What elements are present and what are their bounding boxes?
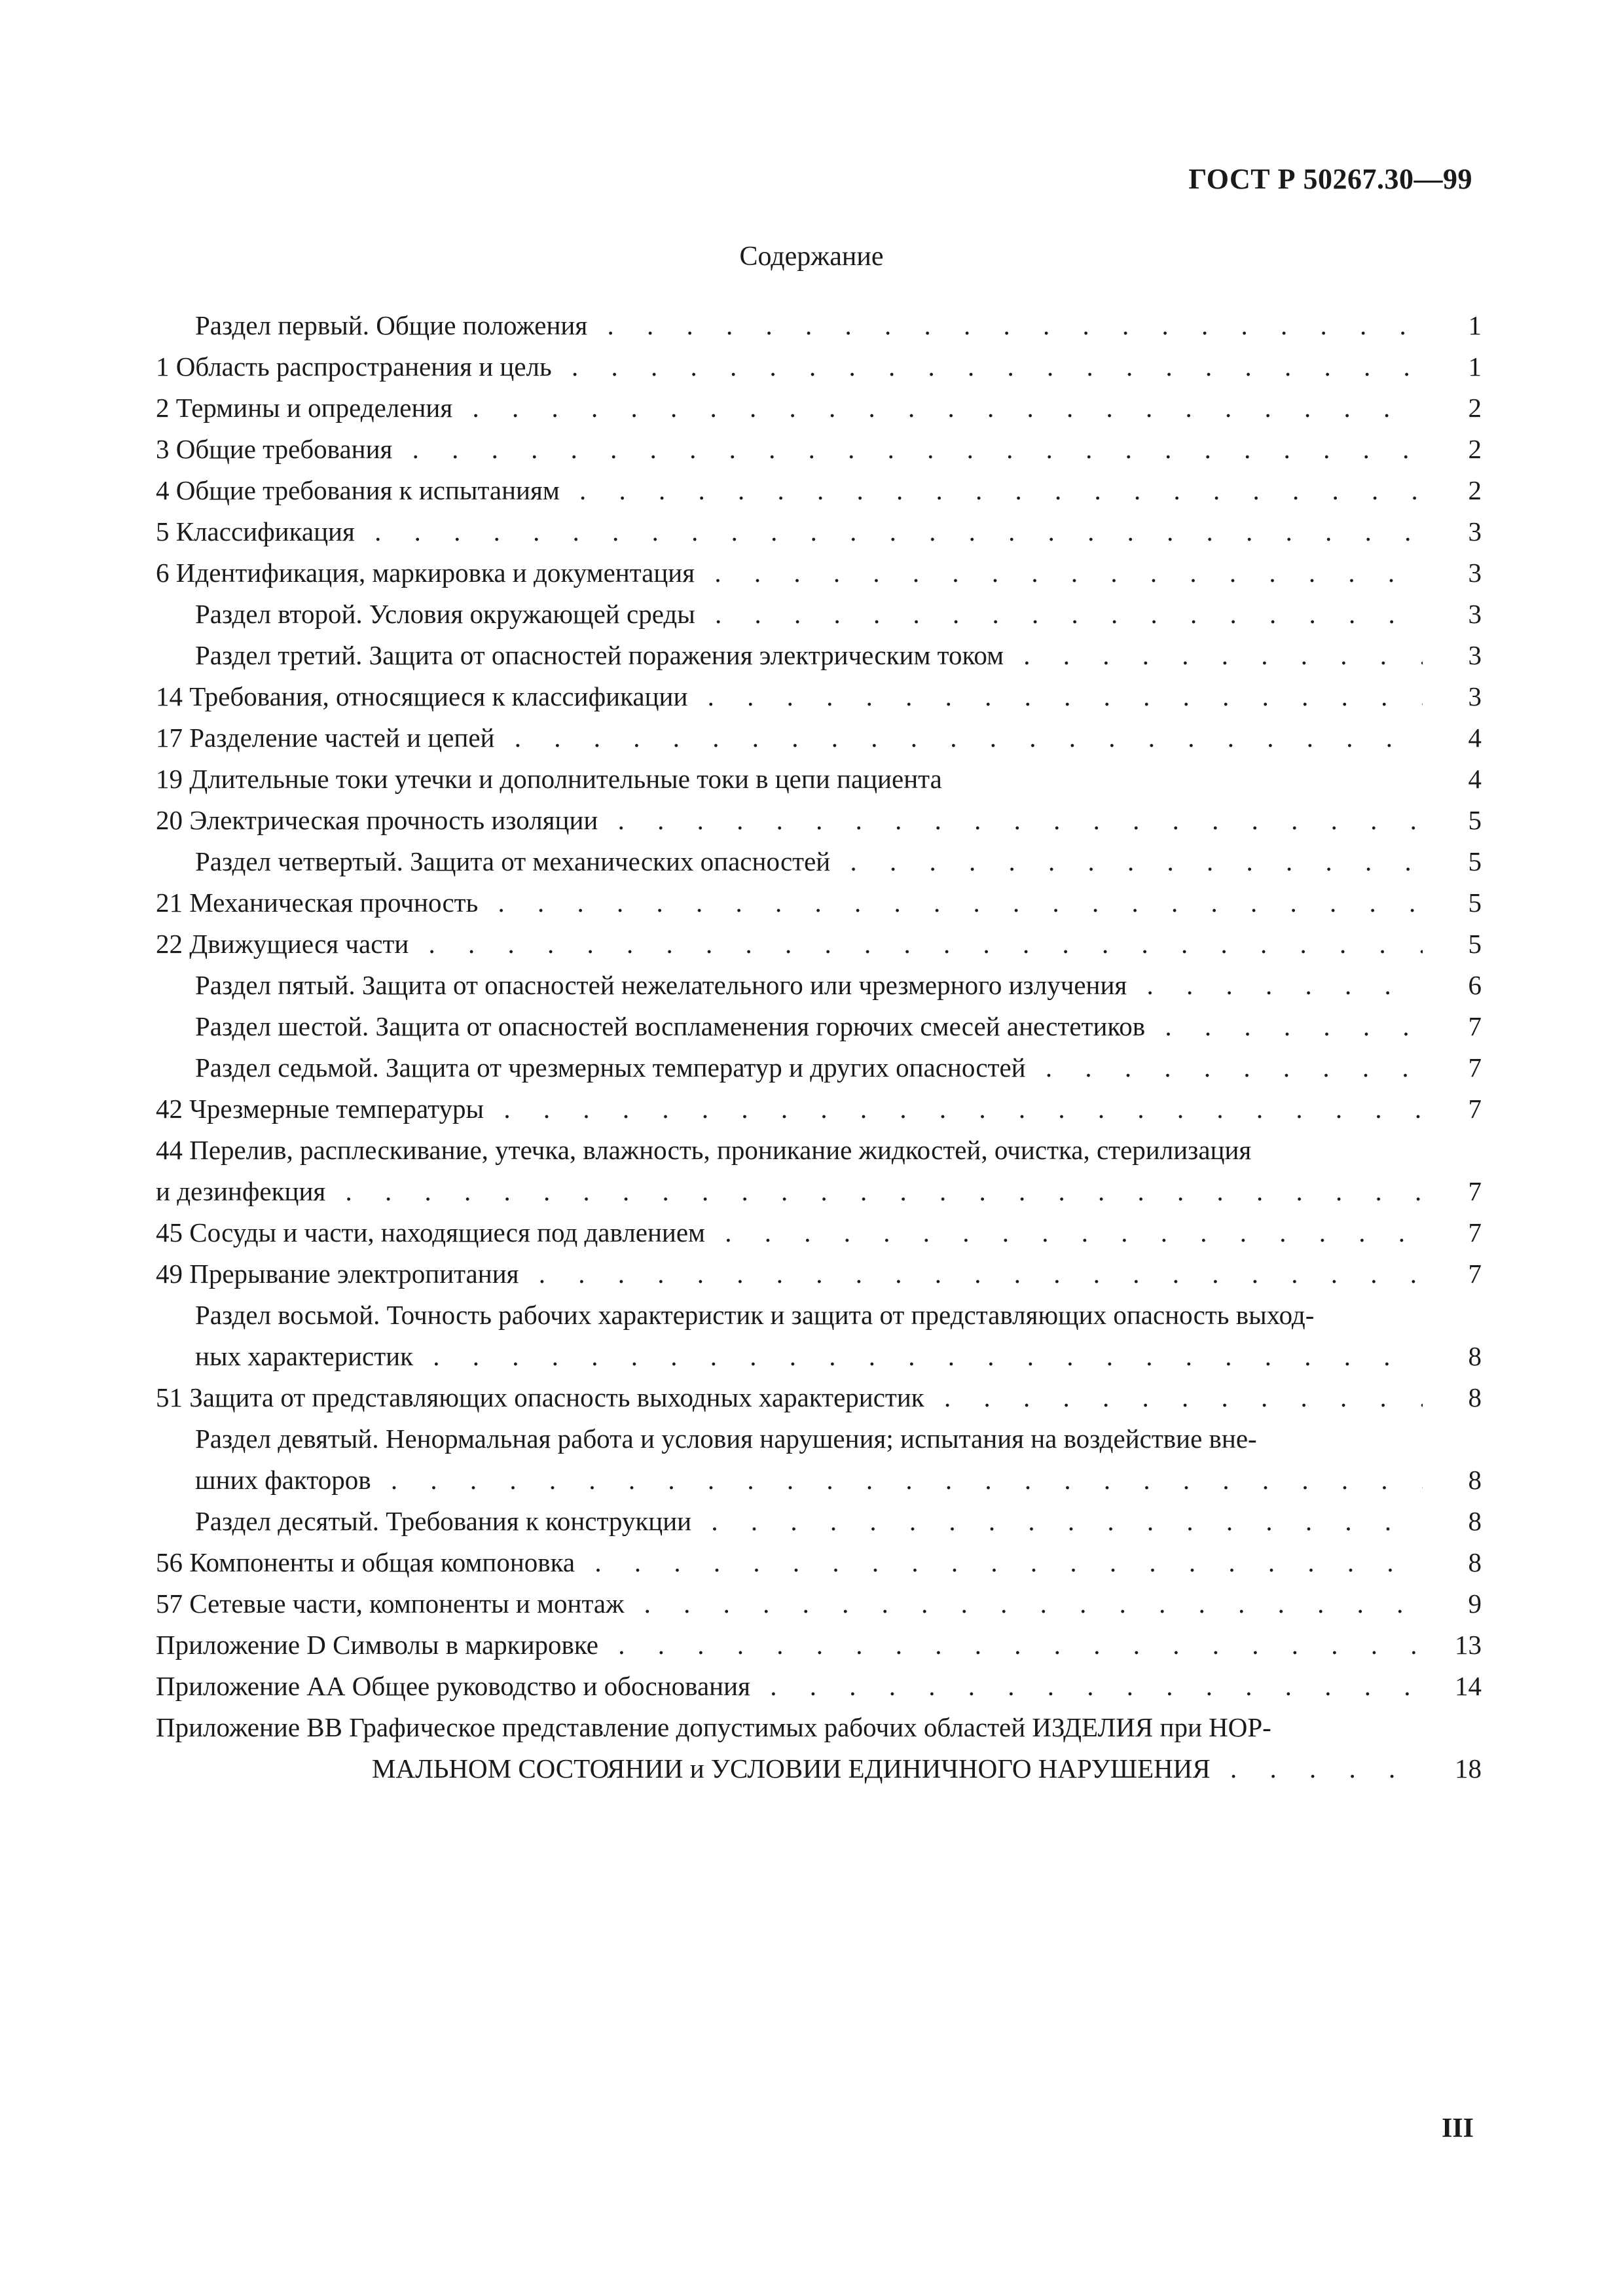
toc-entry-label: 3 Общие требования . . . <box>156 429 1482 470</box>
toc-entry-page: 8 <box>1423 1542 1482 1583</box>
toc-entry-label: 20 Электрическая прочность изоляции . . . <box>156 800 1482 841</box>
toc-entry-label: 19 Длительные токи утечки и дополнительные токи в цепи пациента <box>156 764 942 794</box>
toc-entry[interactable] <box>156 1212 1482 1253</box>
toc-entry-label: шних факторов . . . <box>156 1460 1482 1501</box>
toc-entry-label: 17 Разделение частей и цепей . . . <box>156 717 1482 759</box>
toc-entry-page: 3 <box>1423 676 1482 717</box>
toc-entry-label: 42 Чрезмерные температуры . . . <box>156 1088 1482 1130</box>
toc-entry-label: МАЛЬНОМ СОСТОЯНИИ и УСЛОВИИ ЕДИНИЧНОГО НАРУШЕНИЯ . . . <box>156 1748 1482 1789</box>
toc-entry-page: 5 <box>1423 841 1482 882</box>
table-of-contents <box>156 305 1482 1789</box>
toc-entry[interactable] <box>156 1047 1482 1088</box>
toc-entry[interactable] <box>156 1624 1482 1666</box>
toc-entry-page: 1 <box>1423 346 1482 387</box>
toc-entry-line1[interactable]: Приложение ВВ Графическое представление допустимых рабочих областей ИЗДЕЛИЯ при НОР- <box>156 1712 1271 1742</box>
toc-title: Содержание <box>739 242 884 272</box>
toc-entry-label: Раздел седьмой. Защита от чрезмерных температур и других опасностей . . . <box>156 1047 1482 1088</box>
toc-entry-page: 8 <box>1423 1377 1482 1418</box>
toc-entry[interactable] <box>156 924 1482 965</box>
toc-entry[interactable] <box>156 676 1482 717</box>
toc-entry-label: 21 Механическая прочность . . . <box>156 882 1482 924</box>
toc-entry-page: 1 <box>1423 305 1482 346</box>
toc-entry-page: 18 <box>1423 1748 1482 1789</box>
toc-entry[interactable] <box>156 841 1482 882</box>
toc-entry-page: 7 <box>1423 1047 1482 1088</box>
document-code: ГОСТ Р 50267.30—99 <box>1188 163 1472 195</box>
toc-entry[interactable] <box>156 1336 1482 1377</box>
toc-entry-page: 6 <box>1423 965 1482 1006</box>
toc-entry-label: 6 Идентификация, маркировка и документация . . . <box>156 552 1482 594</box>
toc-entry-label: Раздел десятый. Требования к конструкции . . . <box>156 1501 1482 1542</box>
toc-entry-page: 5 <box>1423 800 1482 841</box>
toc-entry-page: 8 <box>1423 1460 1482 1501</box>
toc-entry-label: 57 Сетевые части, компоненты и монтаж . . . <box>156 1583 1482 1624</box>
toc-entry-label: Раздел пятый. Защита от опасностей нежелательного или чрезмерного излучения . . . <box>156 965 1482 1006</box>
toc-entry-page: 5 <box>1423 924 1482 965</box>
toc-entry-label: 14 Требования, относящиеся к классификации . . . <box>156 676 1482 717</box>
toc-entry-line1[interactable]: Раздел девятый. Ненормальная работа и условия нарушения; испытания на воздействие вне- <box>195 1424 1257 1454</box>
toc-entry-label: 51 Защита от представляющих опасность выходных характеристик . . . <box>156 1377 1482 1418</box>
toc-entry-line1[interactable]: Раздел восьмой. Точность рабочих характеристик и защита от представляющих опасность выход- <box>195 1300 1315 1330</box>
toc-entry-label: 49 Прерывание электропитания . . . <box>156 1253 1482 1295</box>
toc-entry-page: 8 <box>1423 1336 1482 1377</box>
toc-entry-page: 3 <box>1423 552 1482 594</box>
page-number: III <box>1441 2113 1474 2144</box>
toc-entry-label: 45 Сосуды и части, находящиеся под давлением . . . <box>156 1212 1482 1253</box>
toc-entry-page: 5 <box>1423 882 1482 924</box>
toc-entry[interactable] <box>156 1006 1482 1047</box>
toc-entry[interactable] <box>156 1748 1482 1789</box>
toc-entry-page: 13 <box>1423 1624 1482 1666</box>
toc-entry-page: 7 <box>1423 1088 1482 1130</box>
toc-entry-page: 7 <box>1423 1212 1482 1253</box>
toc-entry-label: Раздел четвертый. Защита от механических опасностей . . . <box>156 841 1482 882</box>
toc-entry-page: 4 <box>1423 717 1482 759</box>
toc-entry-label: Раздел первый. Общие положения . . . <box>156 305 1482 346</box>
toc-entry-label: Приложение D Символы в маркировке . . . <box>156 1624 1482 1666</box>
toc-entry-label: Раздел второй. Условия окружающей среды . . . <box>156 594 1482 635</box>
toc-entry-label: 2 Термины и определения . . . <box>156 387 1482 429</box>
toc-entry[interactable] <box>156 759 1482 800</box>
toc-entry[interactable] <box>156 305 1482 346</box>
toc-entry-page: 3 <box>1423 594 1482 635</box>
toc-entry[interactable] <box>156 1253 1482 1295</box>
toc-entry-page: 3 <box>1423 635 1482 676</box>
toc-entry[interactable] <box>156 470 1482 511</box>
toc-entry-page: 7 <box>1423 1171 1482 1212</box>
toc-entry[interactable] <box>156 1460 1482 1501</box>
toc-entry[interactable] <box>156 346 1482 387</box>
toc-entry[interactable] <box>156 1377 1482 1418</box>
toc-entry-label: и дезинфекция . . . <box>156 1171 1482 1212</box>
toc-entry-label: 1 Область распространения и цель . . . <box>156 346 1482 387</box>
toc-entry-page: 14 <box>1423 1666 1482 1707</box>
toc-entry[interactable] <box>156 1542 1482 1583</box>
toc-entry[interactable] <box>156 717 1482 759</box>
toc-entry[interactable] <box>156 1171 1482 1212</box>
toc-entry[interactable] <box>156 965 1482 1006</box>
toc-entry[interactable] <box>156 1583 1482 1624</box>
toc-entry[interactable] <box>156 429 1482 470</box>
toc-entry-label: 5 Классификация . . . <box>156 511 1482 552</box>
toc-entry-page: 2 <box>1423 429 1482 470</box>
toc-entry-page: 8 <box>1423 1501 1482 1542</box>
toc-entry-page: 2 <box>1423 387 1482 429</box>
toc-entry-label: 56 Компоненты и общая компоновка . . . <box>156 1542 1482 1583</box>
toc-entry-page: 3 <box>1423 511 1482 552</box>
toc-entry-label: Раздел третий. Защита от опасностей поражения электрическим током . . . <box>156 635 1482 676</box>
toc-entry-page: 2 <box>1423 470 1482 511</box>
toc-entry[interactable] <box>156 635 1482 676</box>
toc-entry[interactable] <box>156 882 1482 924</box>
toc-entry[interactable] <box>156 594 1482 635</box>
toc-entry-page: 4 <box>1423 759 1482 800</box>
toc-entry-page: 7 <box>1423 1006 1482 1047</box>
toc-entry[interactable] <box>156 1501 1482 1542</box>
toc-entry-label: 4 Общие требования к испытаниям . . . <box>156 470 1482 511</box>
toc-entry-line1[interactable]: 44 Перелив, расплескивание, утечка, влажность, проникание жидкостей, очистка, стерилизация <box>156 1135 1252 1165</box>
toc-entry-label: Раздел шестой. Защита от опасностей воспламенения горючих смесей анестетиков . . . <box>156 1006 1482 1047</box>
toc-entry-label: 22 Движущиеся части . . . <box>156 924 1482 965</box>
toc-entry[interactable] <box>156 1666 1482 1707</box>
toc-entry-label: Приложение АА Общее руководство и обоснования . . . <box>156 1666 1482 1707</box>
toc-entry[interactable] <box>156 511 1482 552</box>
toc-entry-page: 7 <box>1423 1253 1482 1295</box>
toc-entry-label: ных характеристик . . . <box>156 1336 1482 1377</box>
toc-entry[interactable] <box>156 387 1482 429</box>
toc-entry[interactable] <box>156 1088 1482 1130</box>
toc-entry-page: 9 <box>1423 1583 1482 1624</box>
toc-entry[interactable] <box>156 552 1482 594</box>
toc-entry[interactable] <box>156 800 1482 841</box>
